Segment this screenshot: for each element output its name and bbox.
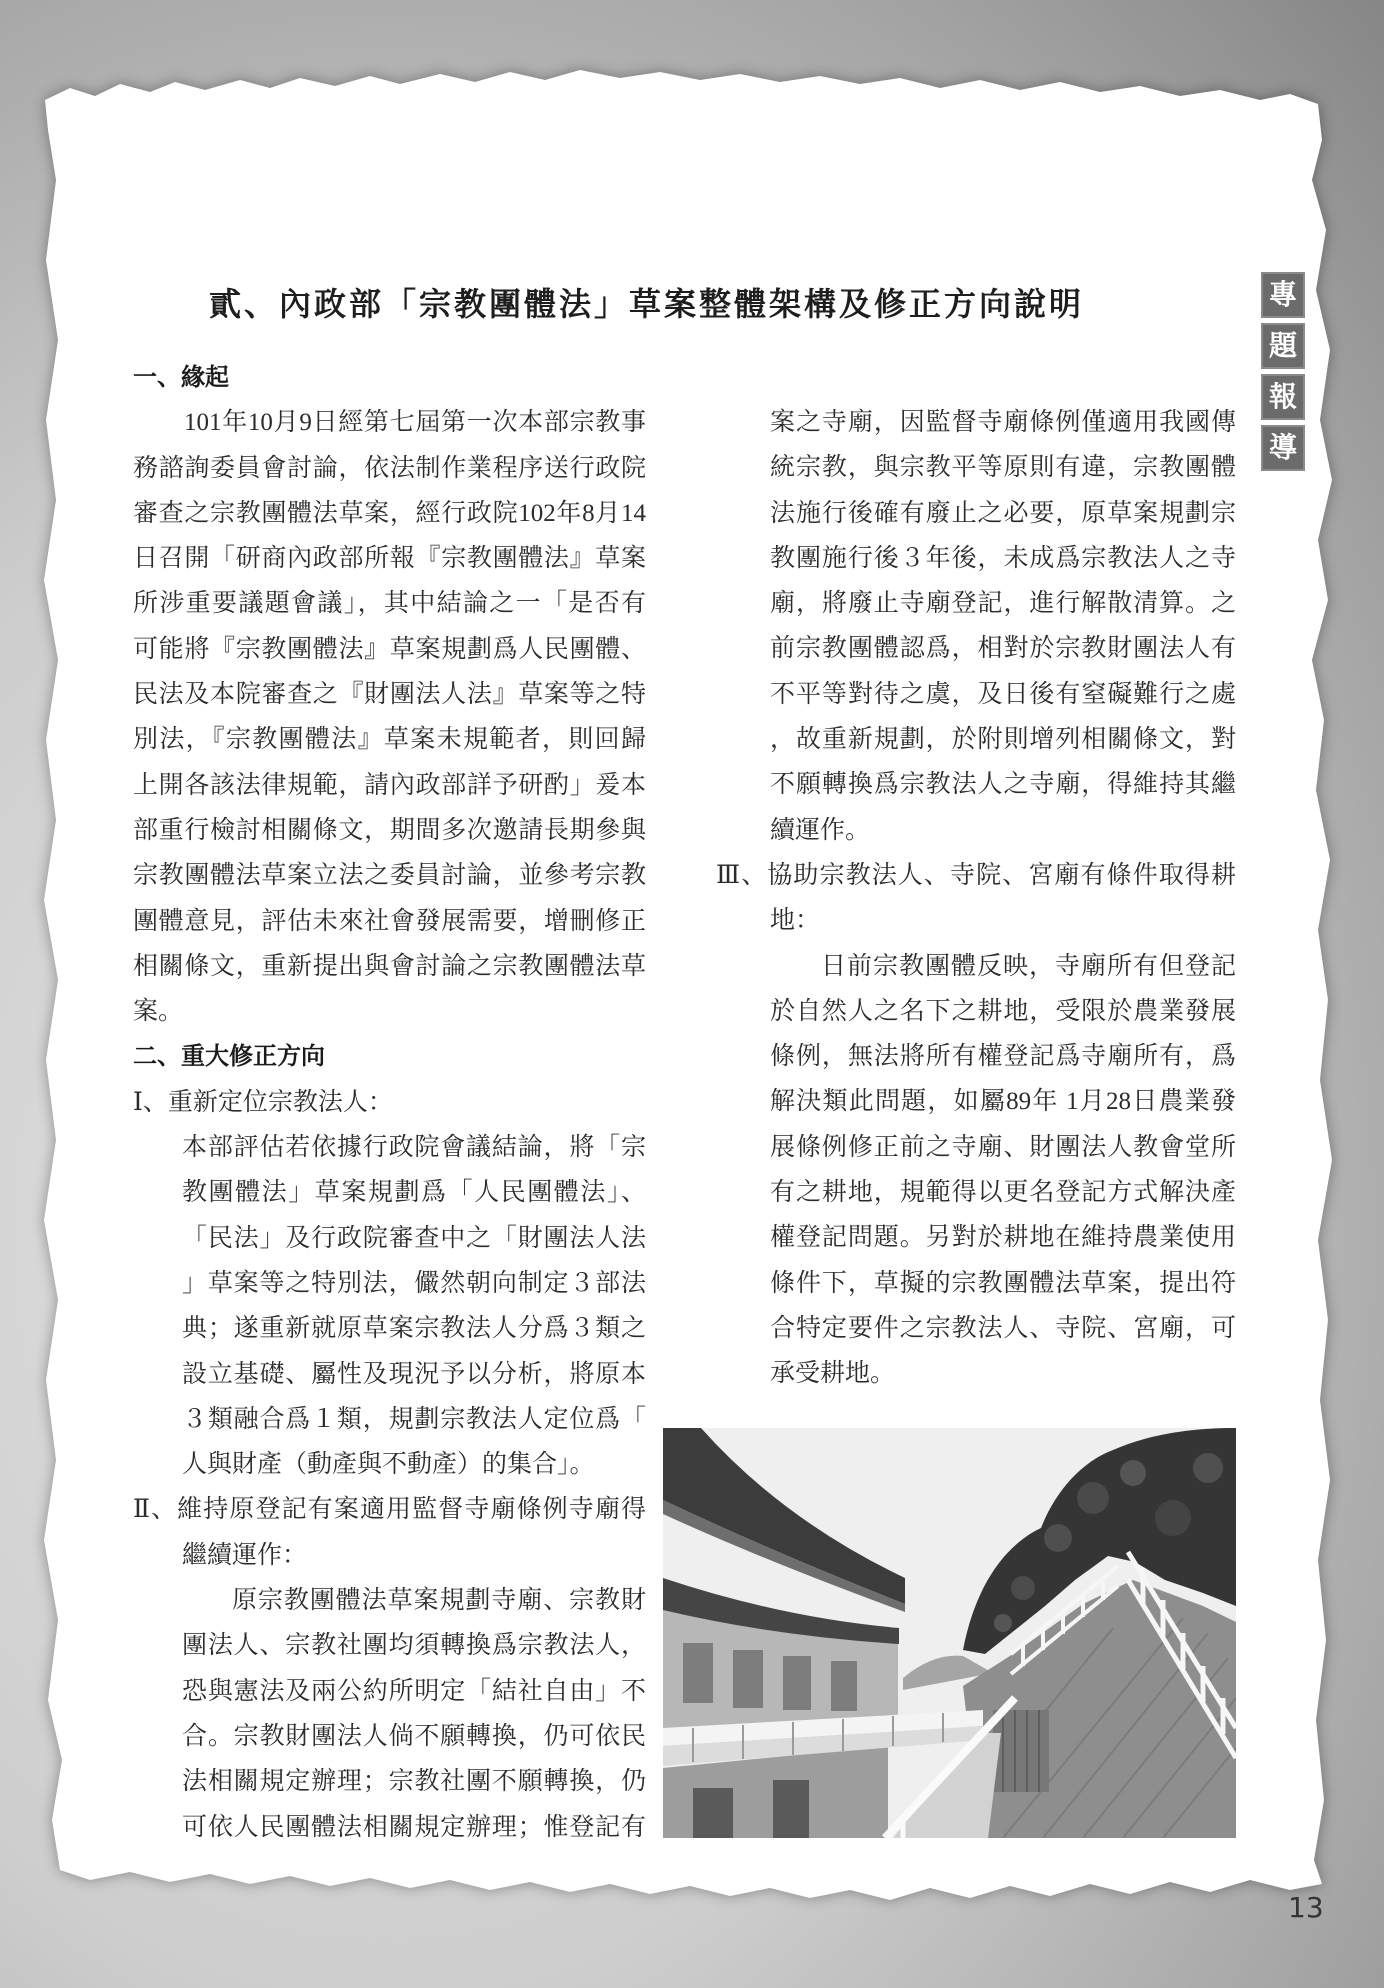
paragraph-line: 團法人、宗教社團均須轉換爲宗教法人，: [182, 1632, 646, 1660]
paragraph-line: 案。: [133, 998, 184, 1026]
paragraph-line: 務諮詢委員會討論，依法制作業程序送行政院: [133, 454, 646, 482]
paragraph-line: 日召開「研商內政部所報『宗教團體法』草案: [133, 545, 646, 573]
paragraph-line: 教團施行後３年後，未成爲宗教法人之寺: [770, 544, 1236, 572]
tab-char: 專: [1261, 272, 1305, 318]
tab-char: 題: [1261, 323, 1305, 369]
paragraph-line: 本部評估若依據行政院會議結論，將「宗: [182, 1134, 646, 1162]
paragraph-line: 權登記問題。另對於耕地在維持農業使用: [770, 1224, 1236, 1252]
paragraph-line: 人與財產（動產與不動產）的集合」。: [182, 1451, 595, 1479]
tab-char: 導: [1261, 425, 1305, 471]
paragraph-line: 團體意見，評估未來社會發展需要，增刪修正: [133, 907, 646, 935]
item-heading: Ⅰ、重新定位宗教法人：: [133, 1088, 393, 1116]
paragraph-line: 條例，無法將所有權登記爲寺廟所有，爲: [770, 1043, 1236, 1071]
item-heading: 繼續運作：: [182, 1541, 308, 1569]
paragraph-line: 相關條文，重新提出與會討論之宗教團體法草: [133, 952, 646, 980]
paragraph-line: 「民法」及行政院審查中之「財團法人法: [182, 1224, 646, 1252]
paragraph-line: 合特定要件之宗教法人、寺院、宮廟，可: [770, 1314, 1236, 1342]
paragraph-line: 展條例修正前之寺廟、財團法人教會堂所: [770, 1133, 1236, 1161]
paragraph-line: 合。宗教財團法人倘不願轉換，仍可依民: [182, 1722, 646, 1750]
section-tab: [1261, 272, 1305, 476]
paragraph-line: 原宗教團體法草案規劃寺廟、宗教財: [232, 1587, 646, 1615]
item-heading: 地：: [770, 907, 821, 935]
paragraph-line: 不平等對待之虞，及日後有窒礙難行之處: [770, 680, 1236, 708]
right-column: [716, 400, 1236, 1397]
left-column: [133, 355, 646, 1850]
paragraph-line: 所涉重要議題會議」，其中結論之一「是否有: [133, 590, 646, 618]
paragraph-line: 法施行後確有廢止之必要，原草案規劃宗: [770, 499, 1236, 527]
paragraph-line: 典；遂重新就原草案宗教法人分爲３類之: [182, 1315, 646, 1343]
section-heading-origin: 一、緣起: [133, 363, 229, 391]
tab-char: 報: [1261, 374, 1305, 420]
paragraph-line: 承受耕地。: [770, 1360, 896, 1388]
paragraph-line: 101年10月9日經第七屆第一次本部宗教事: [184, 409, 646, 437]
paragraph-line: 設立基礎、屬性及現況予以分析，將原本: [182, 1360, 646, 1388]
paragraph-line: 續運作。: [770, 816, 871, 844]
paragraph-line: 部重行檢討相關條文，期間多次邀請長期參與: [133, 816, 646, 844]
paragraph-line: 」草案等之特別法，儼然朝向制定３部法: [182, 1269, 646, 1297]
article-title: 貳、內政部「宗教團體法」草案整體架構及修正方向說明: [209, 285, 1085, 323]
item-heading: Ⅲ、協助宗教法人、寺院、宮廟有條件取得耕: [716, 861, 1236, 889]
section-heading-revisions: 二、重大修正方向: [133, 1042, 325, 1071]
paragraph-line: ３類融合爲１類，規劃宗教法人定位爲「: [182, 1405, 646, 1433]
paragraph-line: 民法及本院審查之『財團法人法』草案等之特: [133, 681, 646, 709]
paragraph-line: 別法，『宗教團體法』草案未規範者，則回歸: [133, 726, 646, 754]
paragraph-line: 於自然人之名下之耕地，受限於農業發展: [770, 997, 1236, 1025]
paragraph-line: 教團體法」草案規劃爲「人民團體法」、: [182, 1179, 646, 1207]
paragraph-line: 廟，將廢止寺廟登記，進行解散清算。之: [770, 590, 1236, 618]
paragraph-line: 解決類此問題，如屬89年 1月28日農業發: [770, 1088, 1236, 1116]
item-heading: Ⅱ、維持原登記有案適用監督寺廟條例寺廟得: [133, 1496, 646, 1524]
iron-gate: [993, 1710, 1049, 1792]
paragraph-line: 條件下，草擬的宗教團體法草案，提出符: [770, 1269, 1236, 1297]
paragraph-line: 審查之宗教團體法草案，經行政院102年8月14: [133, 499, 646, 527]
paragraph-line: 不願轉換爲宗教法人之寺廟，得維持其繼: [770, 771, 1236, 799]
paragraph-line: 上開各該法律規範，請內政部詳予研酌」爰本: [133, 771, 646, 799]
paragraph-line: 有之耕地，規範得以更名登記方式解決產: [770, 1179, 1236, 1207]
paragraph-line: 可依人民團體法相關規定辦理；惟登記有: [182, 1813, 646, 1841]
paragraph-line: 案之寺廟，因監督寺廟條例僅適用我國傳: [770, 409, 1236, 436]
paragraph-line: 日前宗教團體反映，寺廟所有但登記: [821, 952, 1236, 980]
paragraph-line: ，故重新規劃，於附則增列相關條文，對: [770, 726, 1236, 754]
paragraph-line: 統宗教，與宗教平等原則有違，宗教團體: [770, 454, 1236, 482]
temple-photo: [663, 1428, 1236, 1838]
paragraph-line: 可能將『宗教團體法』草案規劃爲人民團體、: [133, 635, 646, 663]
paragraph-line: 恐與憲法及兩公約所明定「結社自由」不: [182, 1677, 646, 1705]
page-number: 13: [1288, 1891, 1324, 1924]
paragraph-line: 前宗教團體認爲，相對於宗教財團法人有: [770, 635, 1236, 663]
paragraph-line: 宗教團體法草案立法之委員討論，並參考宗教: [133, 862, 646, 890]
paragraph-line: 法相關規定辦理；宗教社團不願轉換，仍: [182, 1768, 646, 1796]
